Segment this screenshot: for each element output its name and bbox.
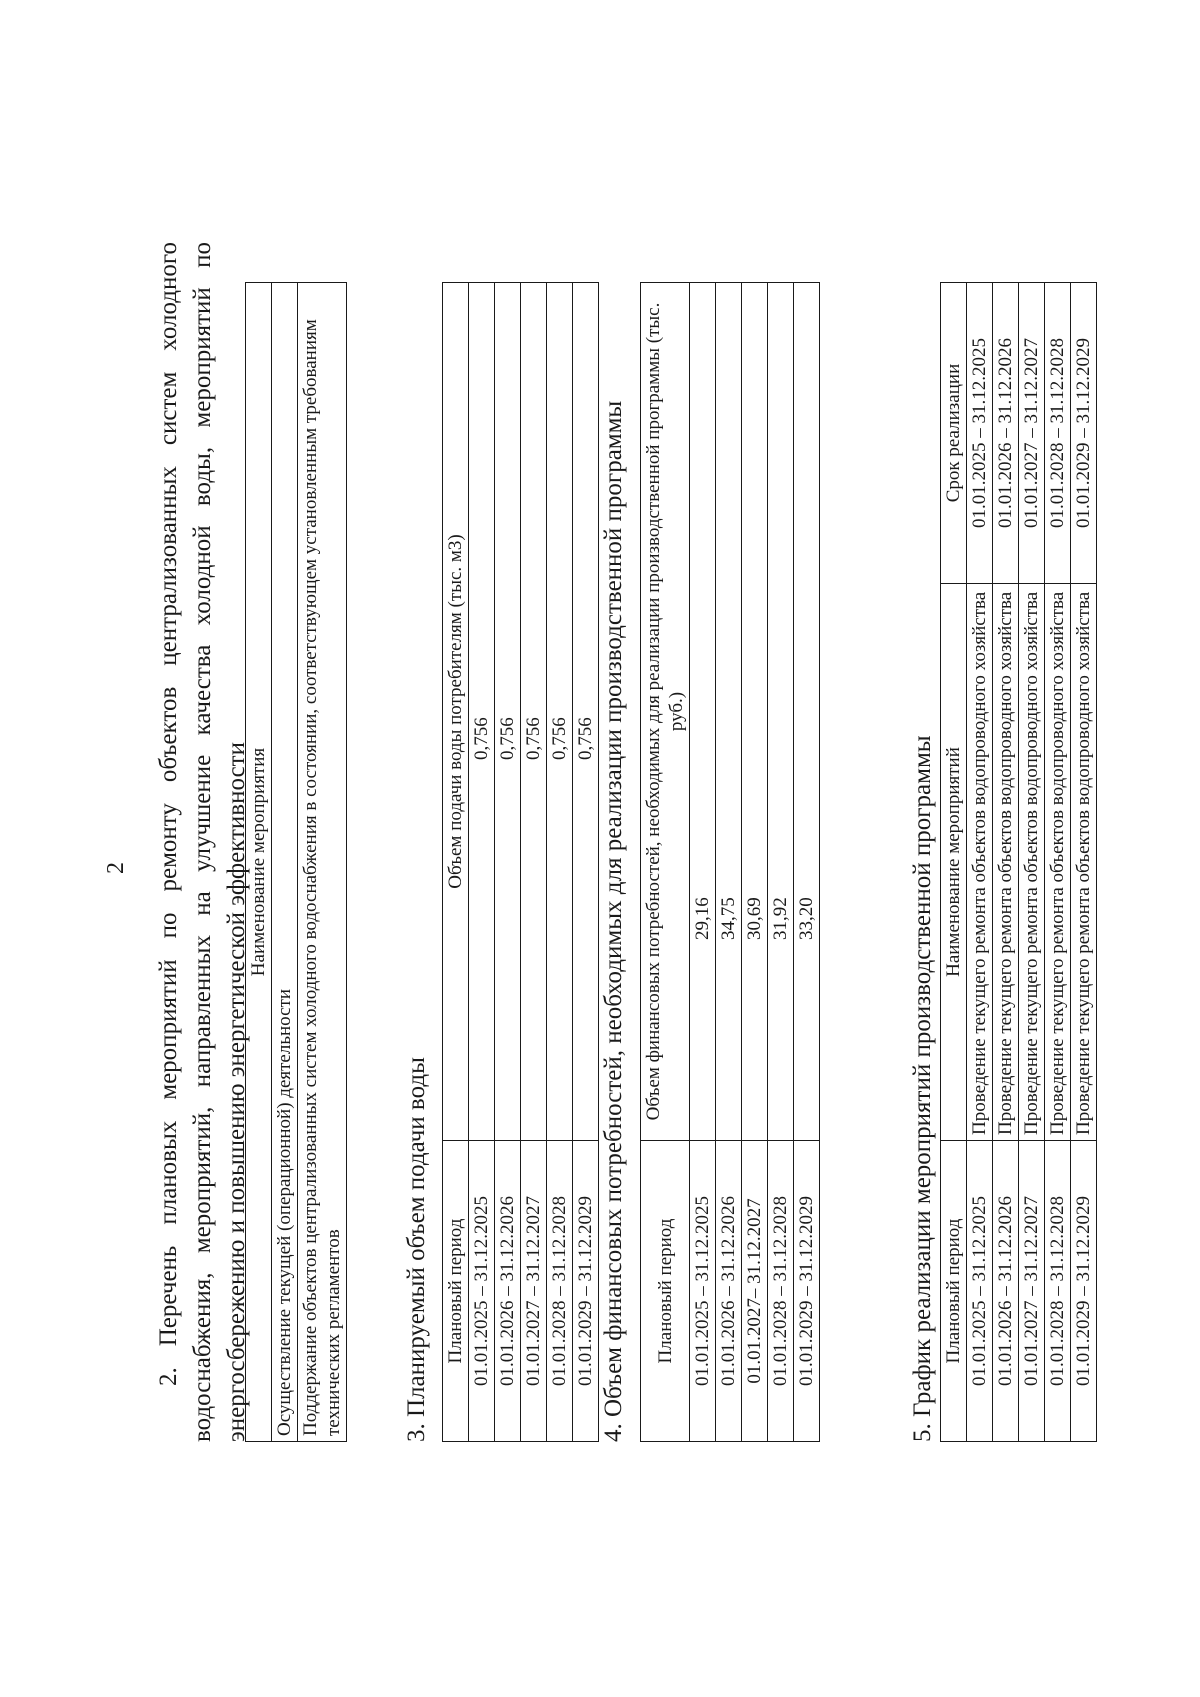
period-cell: 01.01.2027– 31.12.2027 <box>742 1141 768 1442</box>
period-cell: 01.01.2025 – 31.12.2025 <box>690 1141 716 1442</box>
measure-cell: Проведение текущего ремонта объектов водопроводного хозяйства <box>993 584 1019 1141</box>
table-row <box>1045 283 1071 1442</box>
section-2-title: 2. Перечень плановых мероприятий по ремонту объектов централизованных систем холодного водоснабжения, мероприятий, направленных на улучшение качества холодной воды, мероприятий по энергосбережению и повышению энергетической эффективности <box>155 242 250 1442</box>
measure-cell: Проведение текущего ремонта объектов водопроводного хозяйства <box>1045 584 1071 1141</box>
deadline-cell: 01.01.2027 – 31.12.2027 <box>1019 283 1045 584</box>
table-row <box>768 283 794 1442</box>
period-cell: 01.01.2029 – 31.12.2029 <box>573 1141 599 1442</box>
volume-header: Объем подачи воды потребителям (тыс. м3) <box>443 283 469 1141</box>
finance-cell: 34,75 <box>716 283 742 1141</box>
measure-header: Наименование мероприятий <box>941 584 967 1141</box>
period-cell: 01.01.2027 – 31.12.2027 <box>521 1141 547 1442</box>
period-cell: 01.01.2026 – 31.12.2026 <box>716 1141 742 1442</box>
table-row <box>967 283 993 1442</box>
measure-cell: Проведение текущего ремонта объектов водопроводного хозяйства <box>1071 584 1097 1141</box>
table-row <box>495 283 521 1442</box>
page-number: 2 <box>103 862 129 874</box>
measure-cell: Проведение текущего ремонта объектов водопроводного хозяйства <box>967 584 993 1141</box>
finance-cell: 30,69 <box>742 283 768 1141</box>
period-cell: 01.01.2026 – 31.12.2026 <box>993 1141 1019 1442</box>
period-header: Плановый период <box>641 1141 690 1442</box>
volume-cell: 0,756 <box>469 283 495 1141</box>
deadline-header: Срок реализации <box>941 283 967 584</box>
table-row <box>573 283 599 1442</box>
financial-needs-table <box>640 282 820 1442</box>
period-cell: 01.01.2025 – 31.12.2025 <box>469 1141 495 1442</box>
period-cell: 01.01.2025 – 31.12.2025 <box>967 1141 993 1442</box>
measure-cell: Проведение текущего ремонта объектов водопроводного хозяйства <box>1019 584 1045 1141</box>
section-4-title: 4. Объем финансовых потребностей, необходимых для реализации производственной программы <box>600 400 627 1442</box>
deadline-cell: 01.01.2029 – 31.12.2029 <box>1071 283 1097 584</box>
water-supply-table <box>442 282 599 1442</box>
table-row <box>547 283 573 1442</box>
volume-cell: 0,756 <box>495 283 521 1141</box>
table-row <box>690 283 716 1442</box>
volume-cell: 0,756 <box>521 283 547 1141</box>
period-header: Плановый период <box>443 1141 469 1442</box>
period-cell: 01.01.2028 – 31.12.2028 <box>547 1141 573 1442</box>
volume-cell: 0,756 <box>547 283 573 1141</box>
deadline-cell: 01.01.2026 – 31.12.2026 <box>993 283 1019 584</box>
table-row <box>1019 283 1045 1442</box>
finance-cell: 33,20 <box>794 283 820 1141</box>
period-cell: 01.01.2029 – 31.12.2029 <box>1071 1141 1097 1442</box>
finance-cell: 31,92 <box>768 283 794 1141</box>
table-row <box>1071 283 1097 1442</box>
measure-cell: Поддержание объектов централизованных систем холодного водоснабжения в состоянии, соответствующем установленным требованиям технических регламентов <box>298 283 347 1442</box>
table-row <box>794 283 820 1442</box>
table-row <box>742 283 768 1442</box>
measures-table <box>245 282 347 1442</box>
period-cell: 01.01.2029 – 31.12.2029 <box>794 1141 820 1442</box>
deadline-cell: 01.01.2028 – 31.12.2028 <box>1045 283 1071 584</box>
period-cell: 01.01.2028 – 31.12.2028 <box>768 1141 794 1442</box>
period-cell: 01.01.2026 – 31.12.2026 <box>495 1141 521 1442</box>
table-row <box>469 283 495 1442</box>
table-row <box>521 283 547 1442</box>
section-5-title: 5. График реализации мероприятий производственной программы <box>909 735 936 1442</box>
table-row <box>716 283 742 1442</box>
table-row <box>298 283 347 1442</box>
finance-cell: 29,16 <box>690 283 716 1141</box>
table-row <box>993 283 1019 1442</box>
period-header: Плановый период <box>941 1141 967 1442</box>
schedule-table <box>940 282 1097 1442</box>
measures-header: Наименование мероприятия <box>246 283 272 1442</box>
period-cell: 01.01.2027 – 31.12.2027 <box>1019 1141 1045 1442</box>
table-row <box>272 283 298 1442</box>
volume-cell: 0,756 <box>573 283 599 1141</box>
deadline-cell: 01.01.2025 – 31.12.2025 <box>967 283 993 584</box>
period-cell: 01.01.2028 – 31.12.2028 <box>1045 1141 1071 1442</box>
finance-header: Объем финансовых потребностей, необходимых для реализации производственной программы (тыс. руб.) <box>641 283 690 1141</box>
section-3-title: 3. Планируемый объем подачи воды <box>403 1057 430 1442</box>
measure-cell: Осуществление текущей (операционной) деятельности <box>272 283 298 1442</box>
